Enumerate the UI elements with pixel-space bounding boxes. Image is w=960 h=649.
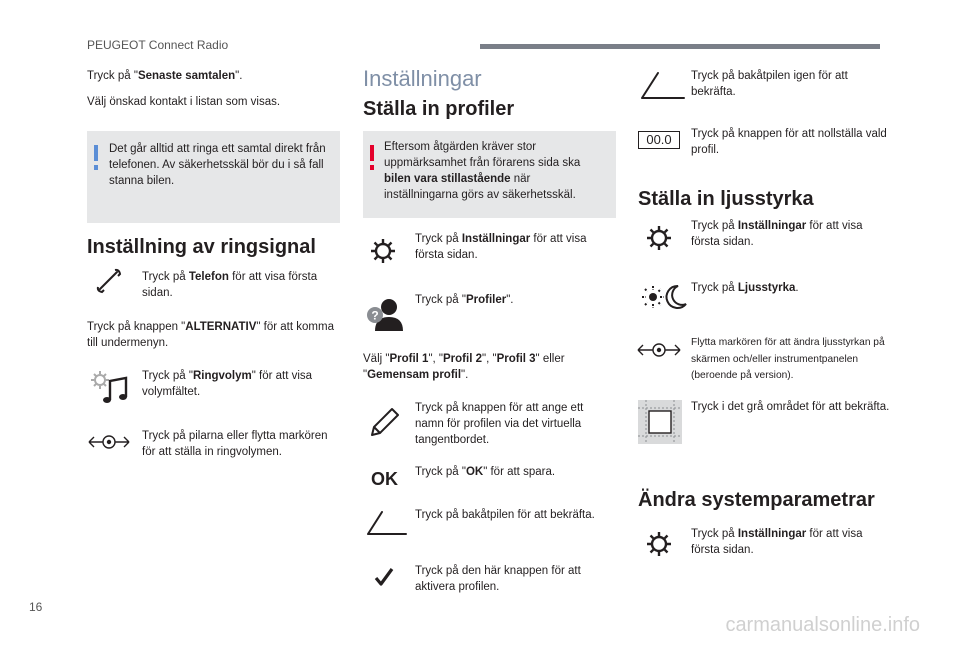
running-header: PEUGEOT Connect Radio xyxy=(87,38,229,52)
header-bar xyxy=(480,44,880,49)
gear-icon xyxy=(646,531,672,557)
watermark: carmanualsonline.info xyxy=(725,614,920,636)
step-brightness: Tryck på Ljusstyrka. xyxy=(691,282,799,294)
warning-text: Eftersom åtgärden kräver stor uppmärksamhet från förarens sida ska bilen vara stillastående när inställningarna görs av säkerhetsskäl. xyxy=(384,141,581,201)
gear-icon xyxy=(370,238,396,264)
pencil-icon xyxy=(368,405,400,439)
step-move-cursor: Flytta markören för att ändra ljusstyrkan på skärmen och/eller instrumentpanelen (beroende på version). xyxy=(691,337,885,381)
paragraph-options: Tryck på knappen "ALTERNATIV" för att komma till undermenyn. xyxy=(87,321,334,349)
section-heading-ringtone: Inställning av ringsignal xyxy=(87,236,316,258)
step-ringvolume: Tryck på "Ringvolym" för att visa volymfältet. xyxy=(142,370,313,398)
warning-bar xyxy=(370,145,374,161)
back-arrow-icon xyxy=(364,508,408,540)
step-ok: Tryck på "OK" för att spara. xyxy=(415,466,556,478)
step-phone: Tryck på Telefon för att visa första sidan. xyxy=(142,271,318,299)
page-title: Inställningar xyxy=(363,66,482,91)
section-heading-system: Ändra systemparametrar xyxy=(638,489,875,511)
slider-cursor-icon xyxy=(87,432,131,452)
info-bar xyxy=(94,145,98,161)
page-number: 16 xyxy=(29,600,43,614)
info-box xyxy=(87,131,340,223)
ok-label: OK xyxy=(371,469,398,489)
step-back-again: Tryck på bakåtpilen igen för att bekräfta. xyxy=(691,70,848,98)
checkmark-icon xyxy=(374,567,394,587)
step-settings-system: Tryck på Inställningar för att visa första sidan. xyxy=(691,528,863,556)
step-name: Tryck på knappen för att ange ett namn för profilen via det virtuella tangentbordet. xyxy=(415,402,584,446)
paragraph-select-profile: Välj "Profil 1", "Profil 2", "Profil 3" eller "Gemensam profil". xyxy=(363,353,565,381)
gear-icon xyxy=(646,225,672,251)
step-activate: Tryck på den här knappen för att aktivera profilen. xyxy=(415,565,581,593)
step-arrows: Tryck på pilarna eller flytta markören för att ställa in ringvolymen. xyxy=(142,430,328,458)
step-grey-area: Tryck i det grå området för att bekräfta. xyxy=(691,401,890,413)
step-reset: Tryck på knappen för att nollställa vald profil. xyxy=(691,128,887,156)
step-profiles: Tryck på "Profiler". xyxy=(415,294,514,306)
grey-area-icon xyxy=(638,400,682,444)
profile-icon xyxy=(366,296,406,332)
info-text: Det går alltid att ringa ett samtal direkt från telefonen. Av säkerhetsskäl bör du i så fall stanna bilen. xyxy=(109,143,326,187)
section-heading-profiles: Ställa in profiler xyxy=(363,98,515,120)
paragraph-select-contact: Välj önskad kontakt i listan som visas. xyxy=(87,96,281,108)
step-back: Tryck på bakåtpilen för att bekräfta. xyxy=(415,509,595,521)
reset-button-label: 00.0 xyxy=(638,131,680,149)
step-settings-brightness: Tryck på Inställningar för att visa första sidan. xyxy=(691,220,863,248)
paragraph-recent-calls: Tryck på "Senaste samtalen". xyxy=(87,70,243,82)
music-settings-icon xyxy=(90,370,130,406)
back-arrow-icon xyxy=(638,68,686,104)
section-heading-brightness: Ställa in ljusstyrka xyxy=(638,188,814,210)
phone-icon xyxy=(96,268,122,294)
svg-text:?: ? xyxy=(371,308,379,323)
slider-cursor-icon xyxy=(636,340,682,360)
step-settings: Tryck på Inställningar för att visa första sidan. xyxy=(415,233,587,261)
brightness-icon xyxy=(640,284,688,310)
warning-box xyxy=(363,131,616,218)
